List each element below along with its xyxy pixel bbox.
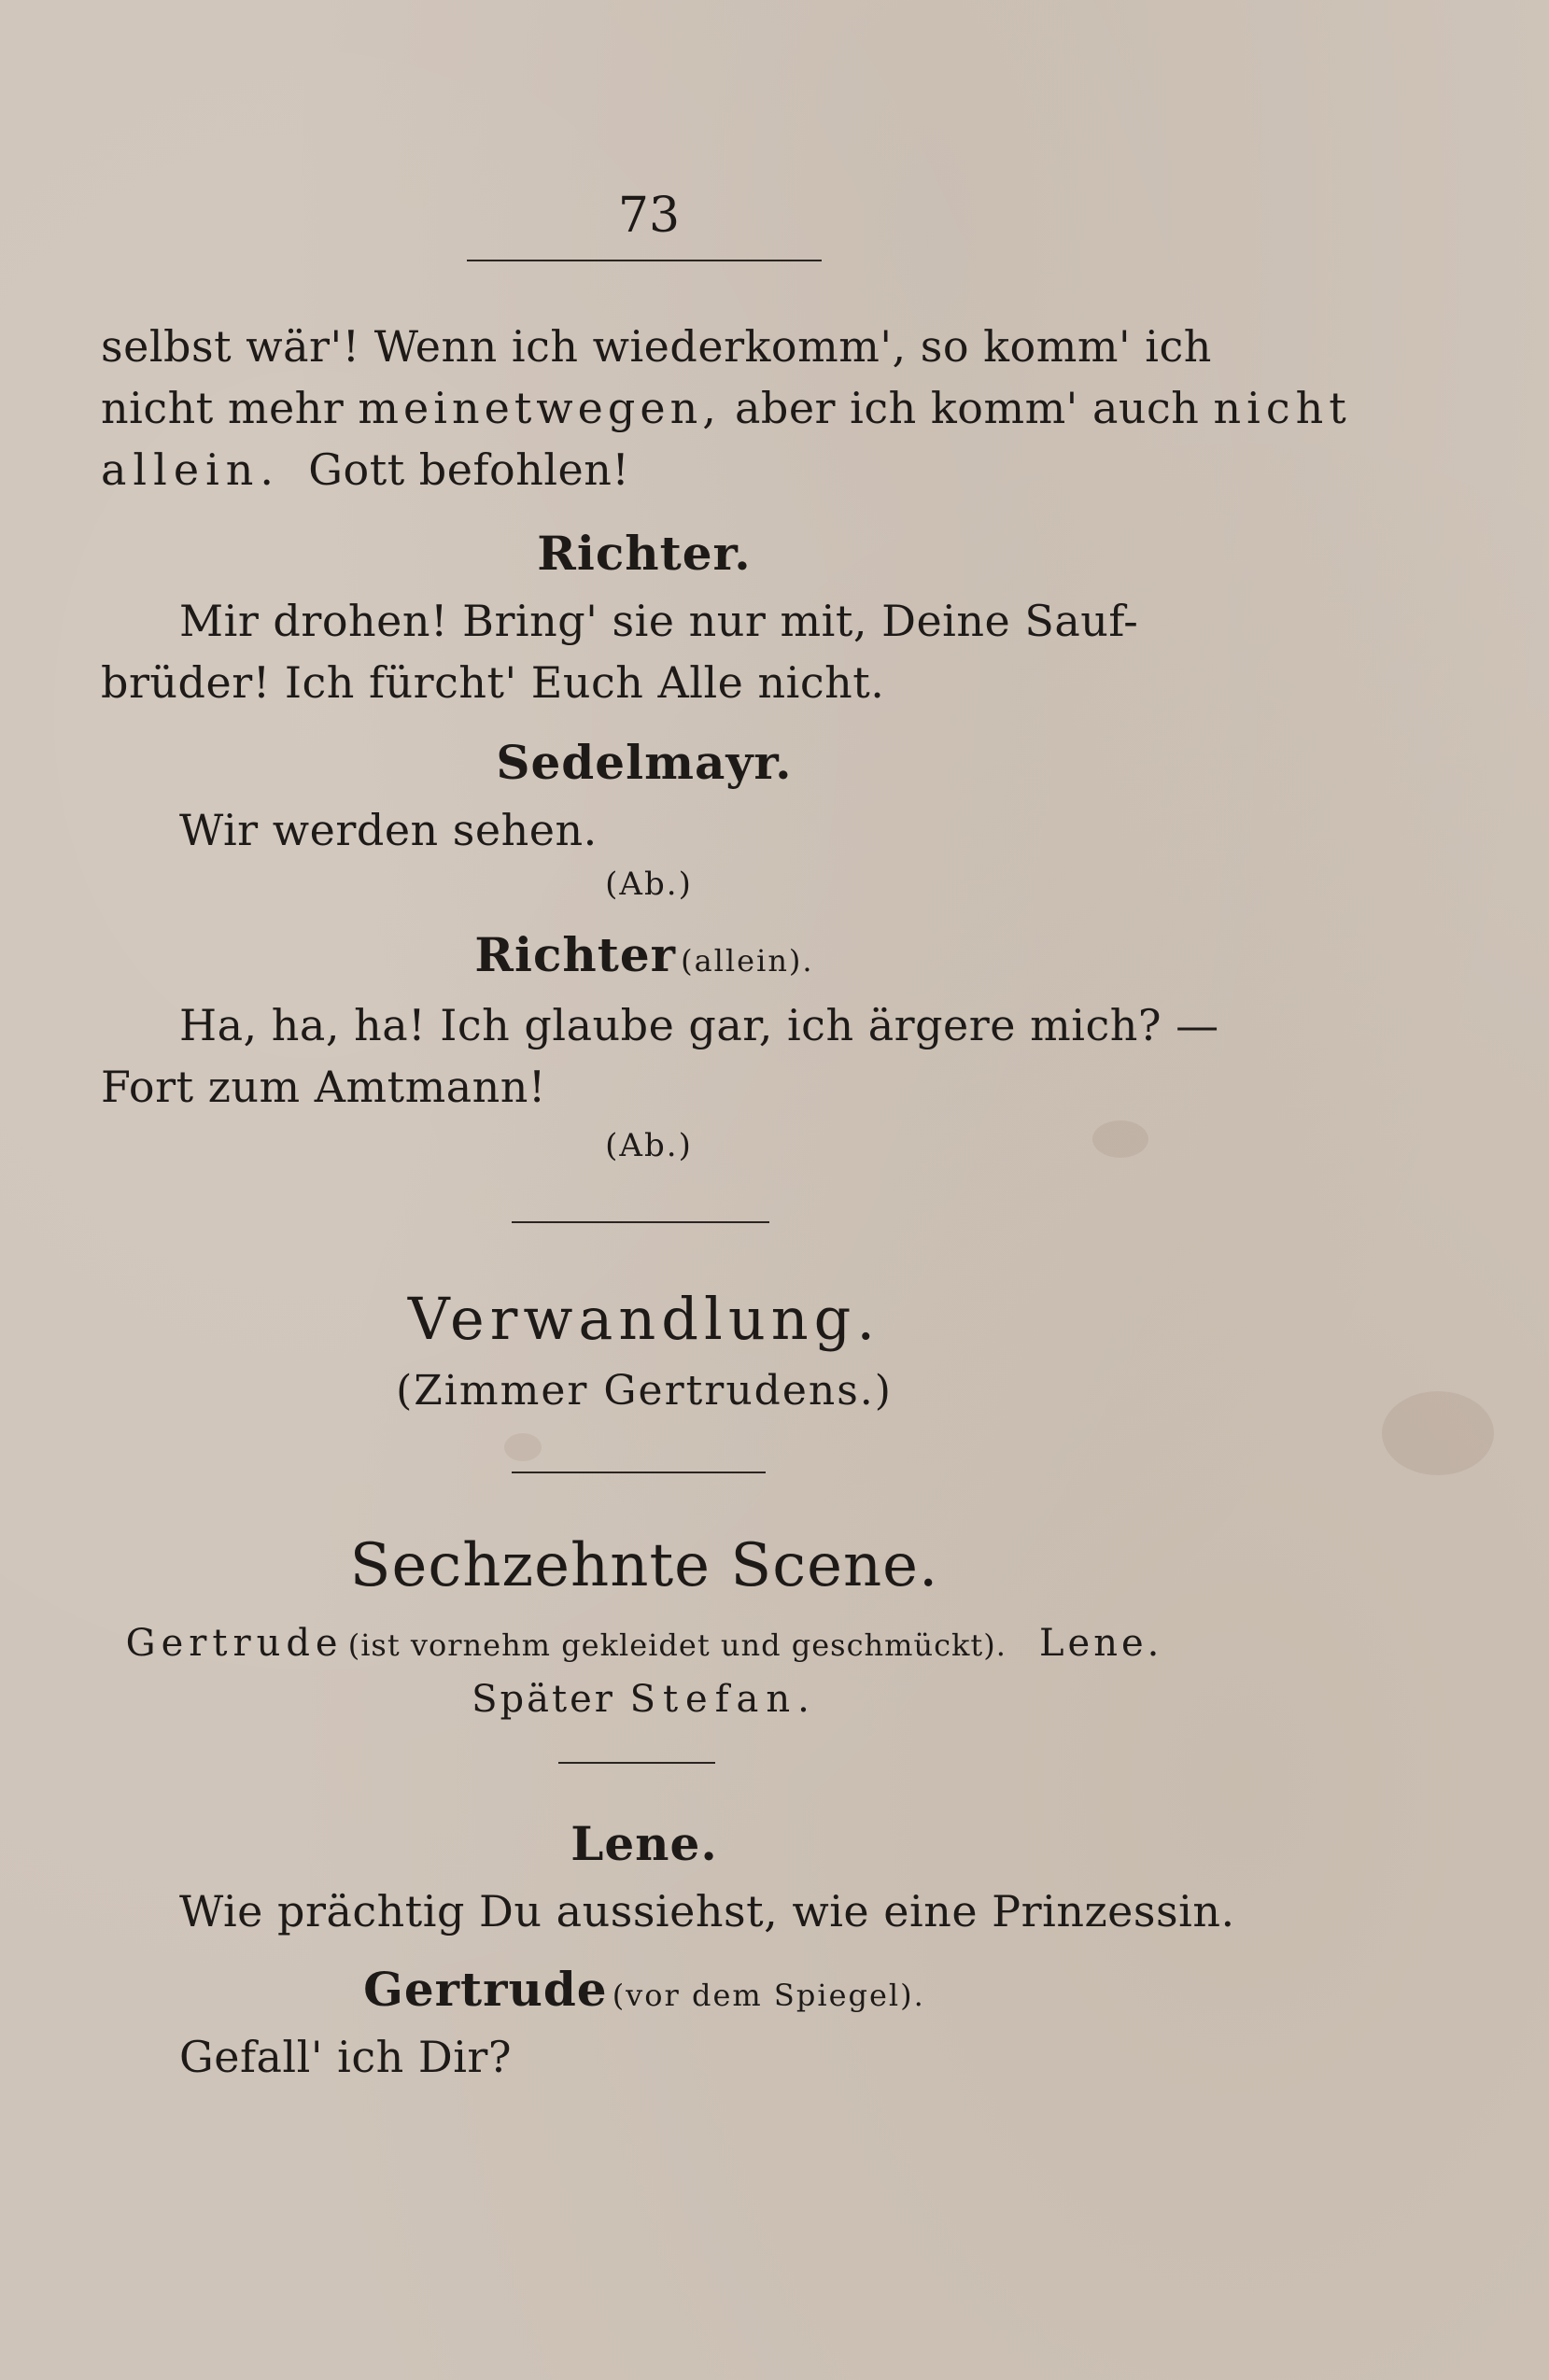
text-line (101, 1062, 546, 1112)
scene-heading: Sechzehnte Scene. (349, 1531, 939, 1600)
cast-note: (ist vornehm gekleidet und geschmückt). (347, 1627, 1007, 1663)
header-rule (467, 260, 822, 261)
cast-line (0, 1678, 1288, 1721)
text-line (101, 657, 885, 708)
cast-name: Gertrude (125, 1622, 344, 1665)
section-rule (558, 1762, 715, 1764)
speaker-line (0, 927, 1288, 982)
cast-name: Stefan. (629, 1678, 817, 1721)
text-line (101, 321, 1212, 372)
paper-stain (1382, 1391, 1494, 1475)
section-rule (512, 1221, 769, 1223)
text-line (179, 1886, 1235, 1936)
text-line (179, 805, 598, 855)
text-line (101, 444, 630, 495)
emphasis-span: nicht (1213, 383, 1352, 433)
text-line (101, 383, 1352, 433)
text-span: selbst wär'! Wenn ich wiederkomm', so komm' ich (101, 321, 1212, 372)
text-span: Mir drohen! Bring' sie nur mit, Deine Sauf- (179, 596, 1139, 646)
emphasis-span: allein. (101, 444, 281, 495)
speaker-end: . (913, 1978, 925, 2013)
stage-direction: (Ab.) (605, 1127, 693, 1164)
text-line (179, 1000, 1219, 1050)
text-span: nicht mehr (101, 383, 359, 433)
cast-text: Später (472, 1678, 630, 1721)
cast-line (0, 1622, 1288, 1665)
text-span: Gefall' ich Dir? (179, 2032, 513, 2082)
setting-note: (Zimmer Gertrudens.) (396, 1367, 893, 1415)
text-span: Wie prächtig Du aussiehst, wie eine Prinzessin. (179, 1886, 1235, 1936)
paper-stain (504, 1433, 542, 1461)
speaker-name: Richter (474, 927, 677, 982)
text-span: Fort zum Amtmann! (101, 1062, 546, 1112)
transformation-heading: Verwandlung. (407, 1285, 881, 1353)
text-span: Wir werden sehen. (179, 805, 598, 855)
text-span: aber ich komm' auch (720, 383, 1214, 433)
page-number: 73 (617, 188, 681, 244)
speaker-name: Sedelmayr. (496, 735, 793, 790)
speaker-name: Gertrude (363, 1962, 608, 2017)
speaker-note: (allein) (681, 943, 803, 979)
section-rule (512, 1472, 766, 1473)
text-line (179, 596, 1139, 646)
cast-name: Lene. (1038, 1622, 1163, 1665)
speaker-name: Richter. (537, 526, 752, 581)
stage-direction: (Ab.) (605, 866, 693, 903)
speaker-note: (vor dem Spiegel) (612, 1978, 914, 2013)
text-span: Gott befohlen! (280, 444, 630, 495)
speaker-end: . (802, 943, 814, 979)
speaker-name: Lene. (570, 1816, 718, 1871)
emphasis-span: meinetwegen, (358, 383, 721, 433)
text-span: brüder! Ich fürcht' Euch Alle nicht. (101, 657, 885, 708)
text-span: Ha, ha, ha! Ich glaube gar, ich ärgere mich? — (179, 1000, 1219, 1050)
speaker-line (0, 1962, 1288, 2017)
text-line (179, 2032, 513, 2082)
